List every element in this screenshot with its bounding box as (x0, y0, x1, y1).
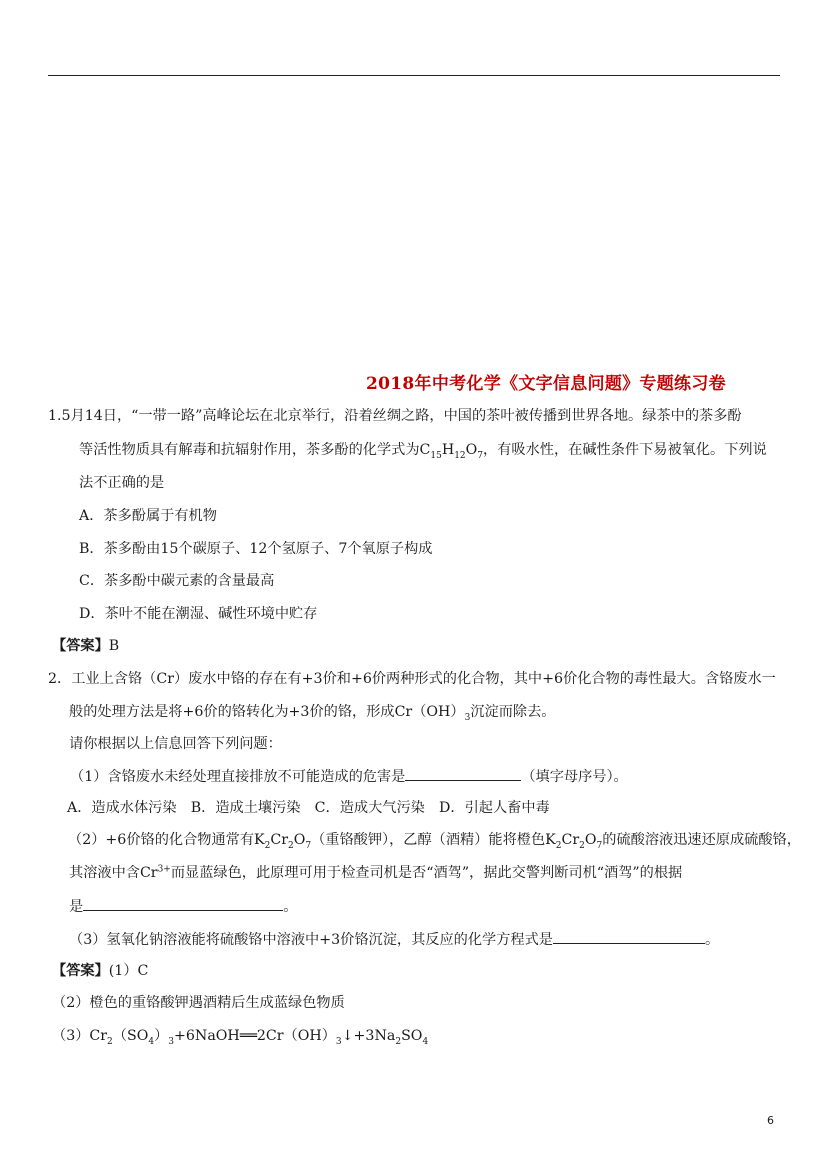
q2-part2-line2: 其溶液中含$Cr^{3+}$而显蓝绿色，此原理可用于检查司机是否“酒驾”，据此交警判断司机“酒驾”的根据 (69, 864, 683, 881)
q2-answer-2: （2）橙色的重铬酸钾遇酒精后生成蓝绿色物质 (52, 995, 345, 1011)
header-rule (48, 75, 780, 76)
page-title: 2018年中考化学《文字信息问题》专题练习卷 (366, 374, 726, 394)
q1-formula: $C_{15}H_{12}O_7$ (419, 442, 484, 461)
q2-stem-line2: 般的处理方法是将+6价的铬转化为+3价的铬，形成$Cr(OH)_3$沉淀而除去。 (69, 704, 556, 723)
q2-part2-line3: 是 。 (69, 896, 297, 917)
q1-answer: 【答案】B (52, 638, 120, 654)
q2-part3: （3）氢氧化钠溶液能将硫酸铬中溶液中+3价铬沉淀，其反应的化学方程式是 。 (69, 929, 719, 950)
q2-part1: （1）含铬废水未经处理直接排放不可能造成的危害是 （填字母序号）。 (70, 766, 628, 787)
q1-stem-line2: 等活性物质具有解毒和抗辐射作用，茶多酚的化学式为$C_{15}H_{12}O_7$，有吸水性，在碱性条件下易被氧化。下列说 (79, 442, 767, 461)
answer-blank (405, 766, 521, 781)
q2-stem-line3: 请你根据以上信息回答下列问题： (69, 736, 282, 752)
q2-part2-line1: （2）+6价铬的化合物通常有$K_2Cr_2O_7$（重铬酸钾），乙醇（酒精）能将橙色$K_2Cr_2O_7$的硫酸溶液迅速还原成硫酸铬， (68, 832, 801, 851)
page-number: 6 (767, 1114, 774, 1127)
answer-blank (83, 896, 283, 911)
q2-stem-line1: 2．工业上含铬（Cr）废水中铬的存在有+3价和+6价两种形式的化合物，其中+6价化合物的毒性最大。含铬废水一 (48, 671, 776, 687)
q1-stem-line1: 1.5月14日，“一带一路”高峰论坛在北京举行，沿着丝绸之路，中国的茶叶被传播到世界各地。绿茶中的茶多酚 (48, 408, 742, 424)
q2-answer-1: 【答案】(1）C (52, 963, 149, 979)
q1-option-d: D．茶叶不能在潮湿、碱性环境中贮存 (79, 606, 318, 622)
q1-option-a: A．茶多酚属于有机物 (79, 508, 217, 524)
answer-blank (553, 929, 705, 944)
q1-option-b: B．茶多酚由15个碳原子、12个氢原子、7个氧原子构成 (79, 541, 433, 557)
q1-option-c: C．茶多酚中碳元素的含量最高 (79, 573, 275, 589)
q1-stem-line3: 法不正确的是 (79, 475, 165, 491)
q2-part1-options: A．造成水体污染 B．造成土壤污染 C．造成大气污染 D．引起人畜中毒 (67, 800, 550, 816)
q2-answer-3: $(3)Cr_2(SO_4)_3+6NaOH══2Cr(OH)_3↓+3Na_2SO_4$ (52, 1028, 429, 1047)
